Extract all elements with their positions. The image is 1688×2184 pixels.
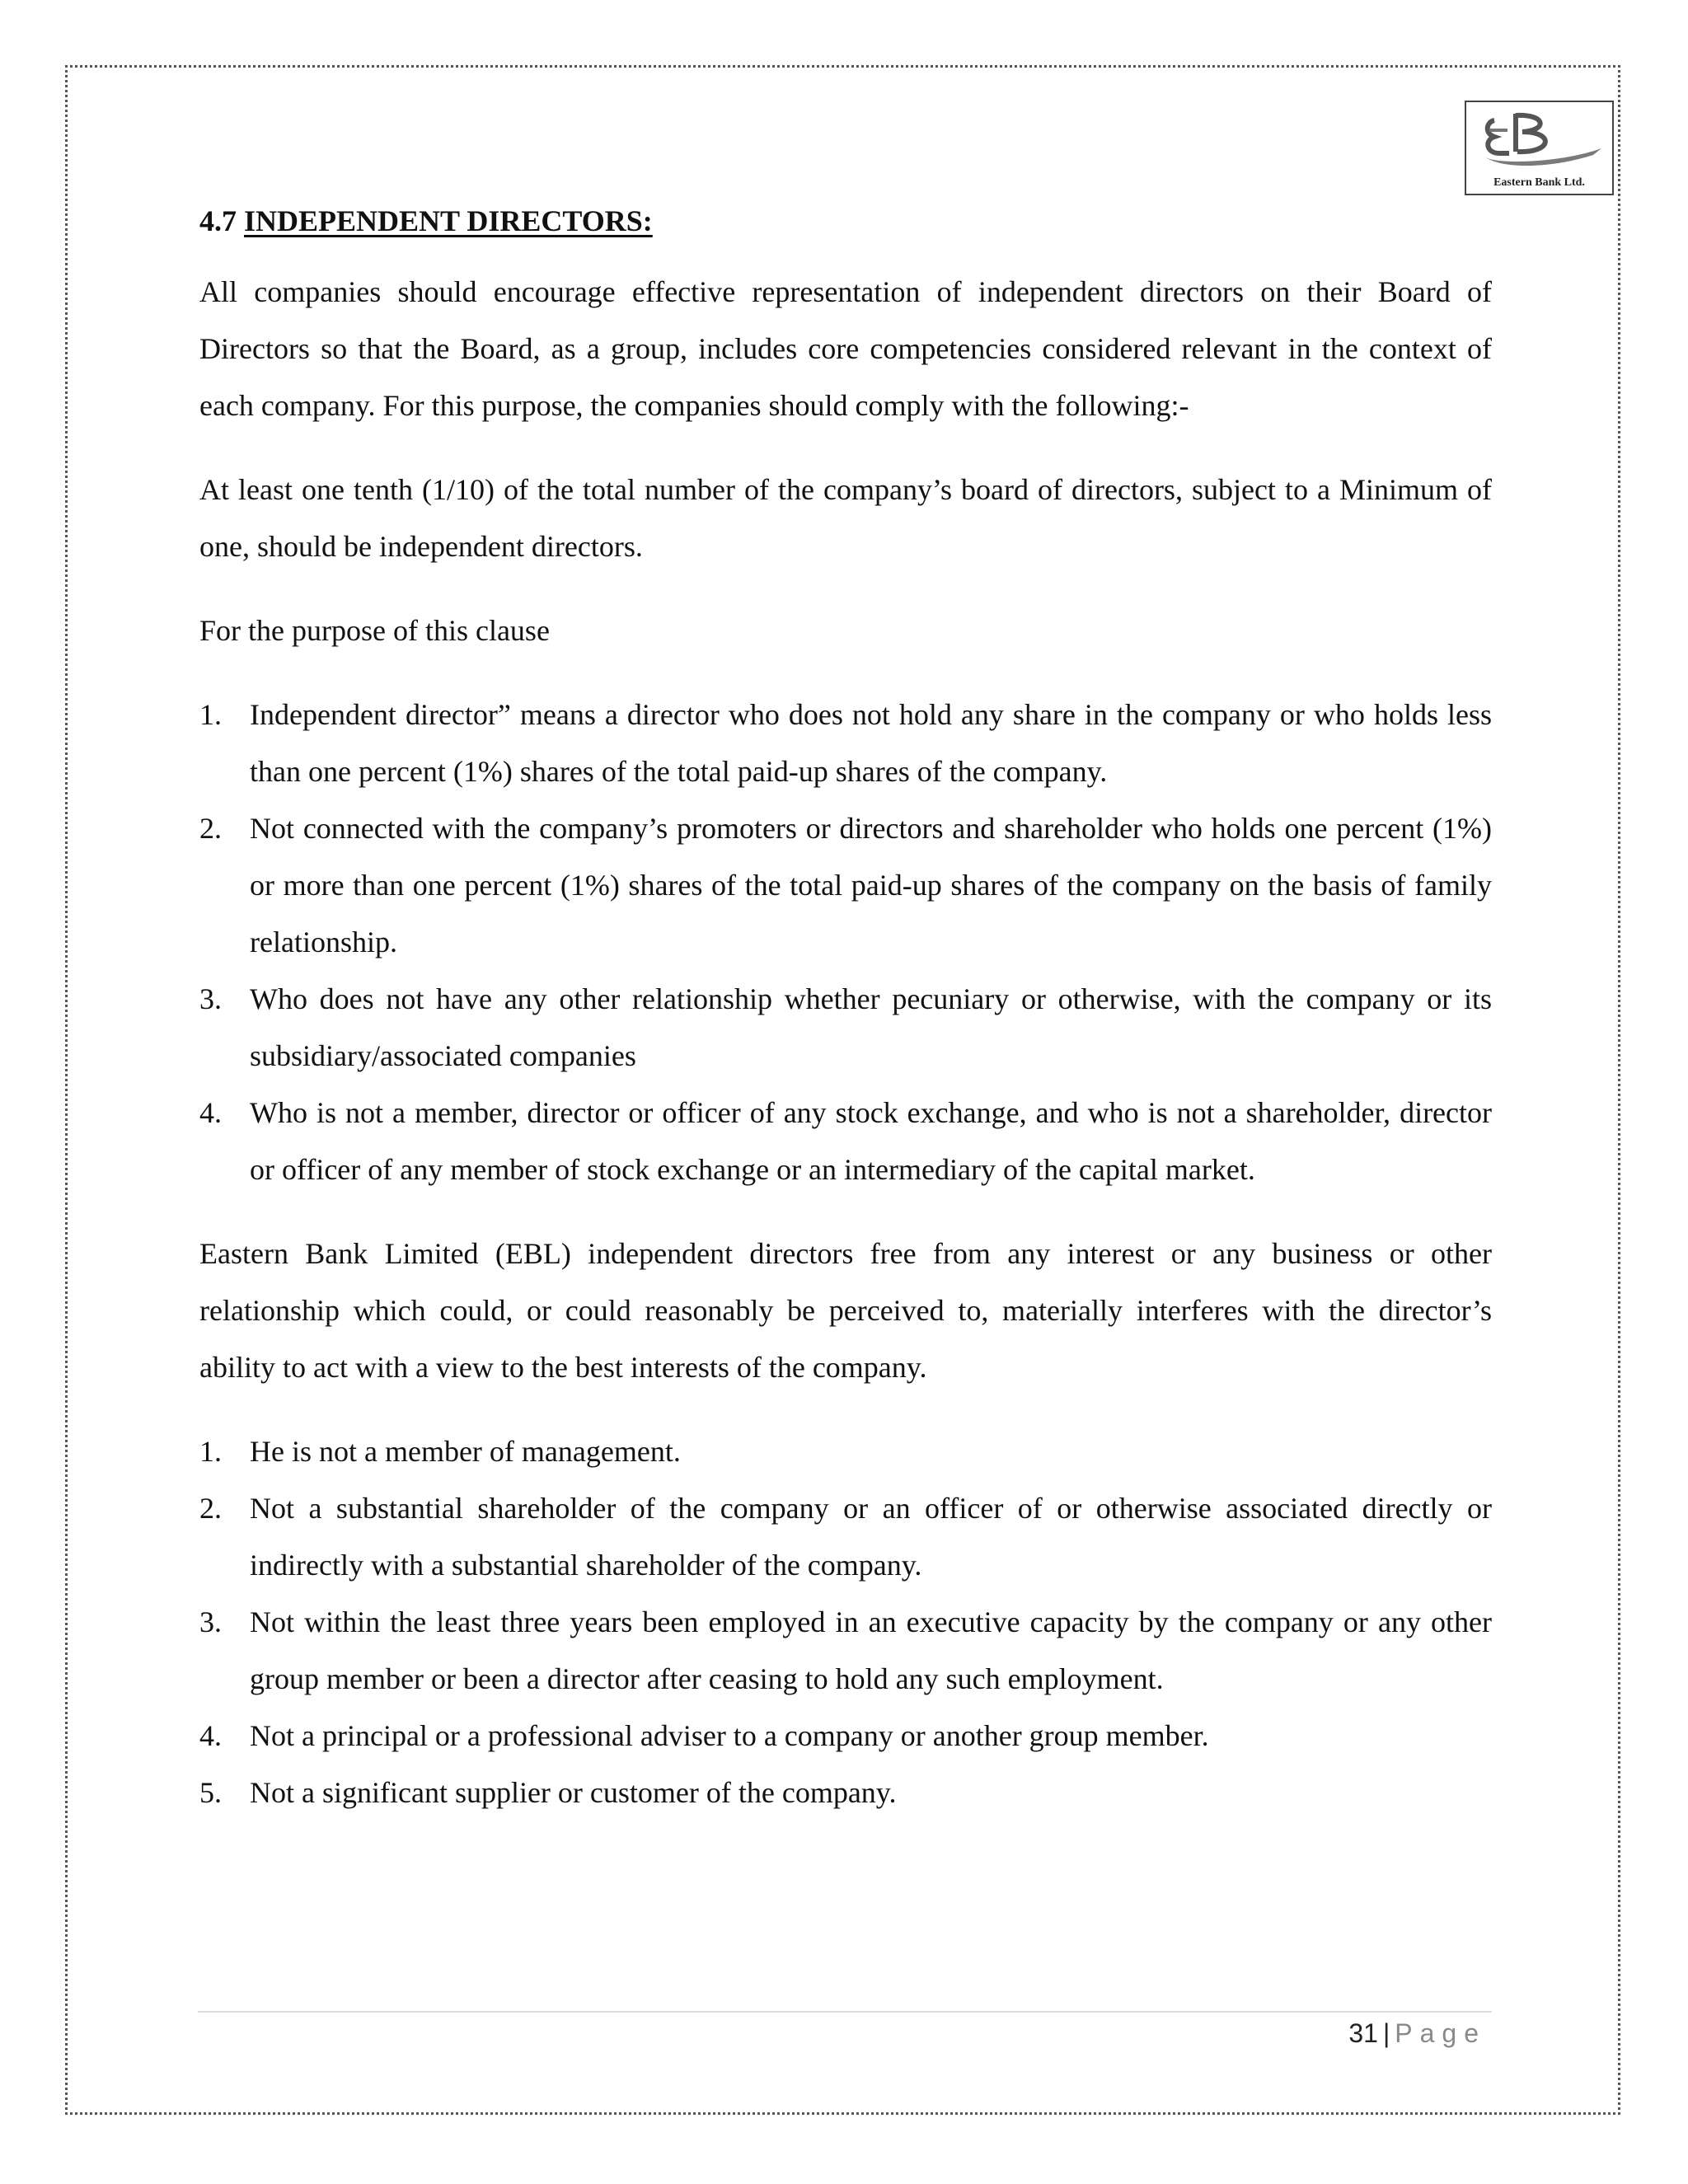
list-item-text: Who is not a member, director or officer of any stock exchange, and who is not a shareholder, director or officer of any member of stock exchange or an intermediary of the capital market.	[250, 1096, 1492, 1186]
section-title: INDEPENDENT DIRECTORS:	[244, 204, 653, 237]
list-item	[199, 800, 1492, 971]
list-item-number: 3.	[199, 982, 222, 1015]
list-item-text: Independent director” means a director who does not hold any share in the company or who holds less than one percent (1%) shares of the total paid-up shares of the company.	[250, 698, 1492, 788]
requirement-paragraph: At least one tenth (1/10) of the total number of the company’s board of directors, subject to a Minimum of one, should be independent directors.	[199, 473, 1492, 563]
list-item-text: Not a principal or a professional adviser to a company or another group member.	[250, 1719, 1209, 1752]
list-item	[199, 1085, 1492, 1198]
page-label: Page	[1395, 2018, 1486, 2048]
list-item-number: 5.	[199, 1776, 222, 1809]
list-item-number: 2.	[199, 812, 222, 845]
list-item-text: Not within the least three years been employed in an executive capacity by the company or any other group member or been a director after ceasing to hold any such employment.	[250, 1605, 1492, 1695]
list-item	[199, 1480, 1492, 1594]
list-item-text: Not a substantial shareholder of the company or an officer of or otherwise associated directly or indirectly with a substantial shareholder of the company.	[250, 1492, 1492, 1582]
bank-logo	[1465, 101, 1614, 195]
list-item	[199, 971, 1492, 1085]
list-item-number: 4.	[199, 1096, 222, 1129]
list-item-number: 3.	[199, 1605, 222, 1638]
ebl-criteria-list	[199, 1423, 1492, 1821]
page-footer	[1348, 2013, 1486, 2054]
list-item	[199, 1708, 1492, 1765]
eb-monogram-icon	[1470, 105, 1612, 171]
list-item-text: Not connected with the company’s promoters or directors and shareholder who holds one percent (1%) or more than one percent (1%) shares of the total paid-up shares of the company on the basis of family relationship.	[250, 812, 1492, 958]
logo-caption: Eastern Bank Ltd.	[1493, 176, 1585, 189]
clause-paragraph: For the purpose of this clause	[199, 614, 550, 647]
document-body	[199, 196, 1492, 1849]
list-item-text: Who does not have any other relationship whether pecuniary or otherwise, with the company or its subsidiary/associated companies	[250, 982, 1492, 1072]
list-item-text: Not a significant supplier or customer of the company.	[250, 1776, 897, 1809]
list-item	[199, 1765, 1492, 1821]
list-item	[199, 687, 1492, 800]
list-item-number: 4.	[199, 1719, 222, 1752]
footer-divider	[198, 2011, 1492, 2013]
list-item-text: He is not a member of management.	[250, 1435, 681, 1468]
section-heading	[199, 196, 1492, 246]
page-number: 31	[1348, 2018, 1378, 2048]
ebl-paragraph: Eastern Bank Limited (EBL) independent directors free from any interest or any business or other relationship which could, or could reasonably be perceived to, materially interferes with the director’s ability to act with a view to the best interests of the company.	[199, 1237, 1492, 1384]
list-item	[199, 1423, 1492, 1480]
list-item-number: 1.	[199, 698, 222, 731]
section-number: 4.7	[199, 204, 237, 237]
definition-list	[199, 687, 1492, 1198]
list-item-number: 2.	[199, 1492, 222, 1525]
list-item	[199, 1594, 1492, 1708]
intro-paragraph: All companies should encourage effective representation of independent directors on their Board of Directors so that the Board, as a group, includes core competencies considered relevant in the context of each company. For this purpose, the companies should comply with the following:-	[199, 275, 1492, 422]
list-item-number: 1.	[199, 1435, 222, 1468]
footer-separator: |	[1382, 2018, 1390, 2048]
